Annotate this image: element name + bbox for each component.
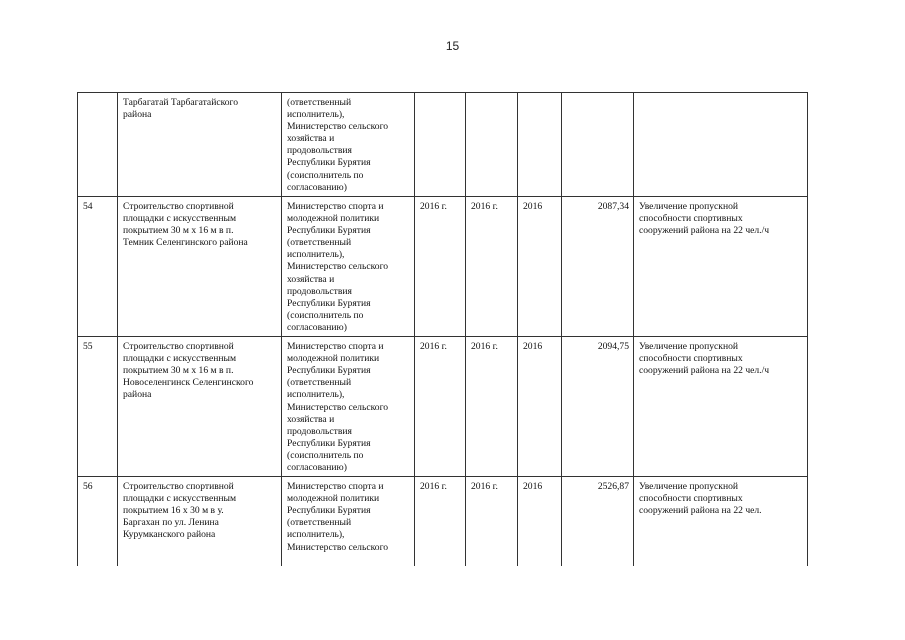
result-cell: Увеличение пропускной способности спортивных сооружений района на 22 чел. xyxy=(634,477,808,567)
year-cell: 2016 xyxy=(518,337,562,477)
event-name-cell: Строительство спортивной площадки с искусственным покрытием 30 м х 16 м в п. Темник Селенгинского района xyxy=(118,197,282,337)
year-cell xyxy=(518,93,562,197)
amount-cell: 2087,34 xyxy=(562,197,634,337)
result-cell: Увеличение пропускной способности спортивных сооружений района на 22 чел./ч xyxy=(634,337,808,477)
table-row xyxy=(78,477,808,567)
amount-cell: 2094,75 xyxy=(562,337,634,477)
row-number-cell: 56 xyxy=(78,477,118,567)
event-name-cell: Тарбагатай Тарбагатайского района xyxy=(118,93,282,197)
executor-cell: Министерство спорта и молодежной политики Республики Бурятия (ответственный исполнитель), Министерство сельского xyxy=(282,477,415,567)
year-cell: 2016 xyxy=(518,477,562,567)
end-date-cell xyxy=(466,93,518,197)
start-date-cell: 2016 г. xyxy=(415,337,466,477)
result-cell xyxy=(634,93,808,197)
start-date-cell xyxy=(415,93,466,197)
page-number: 15 xyxy=(445,39,460,53)
end-date-cell: 2016 г. xyxy=(466,197,518,337)
row-number-cell xyxy=(78,93,118,197)
executor-cell: (ответственный исполнитель), Министерство сельского хозяйства и продовольствия Республики Бурятия (соисполнитель по согласованию) xyxy=(282,93,415,197)
amount-cell xyxy=(562,93,634,197)
table-row xyxy=(78,197,808,337)
executor-cell: Министерство спорта и молодежной политики Республики Бурятия (ответственный исполнитель), Министерство сельского хозяйства и продовольствия Республики Бурятия (соисполнитель по согласованию) xyxy=(282,337,415,477)
end-date-cell: 2016 г. xyxy=(466,477,518,567)
program-table xyxy=(77,92,808,566)
result-cell: Увеличение пропускной способности спортивных сооружений района на 22 чел./ч xyxy=(634,197,808,337)
row-number-cell: 55 xyxy=(78,337,118,477)
start-date-cell: 2016 г. xyxy=(415,477,466,567)
event-name-cell: Строительство спортивной площадки с искусственным покрытием 30 м х 16 м в п. Новоселенгинск Селенгинского района xyxy=(118,337,282,477)
table-row xyxy=(78,93,808,197)
end-date-cell: 2016 г. xyxy=(466,337,518,477)
amount-cell: 2526,87 xyxy=(562,477,634,567)
table-row xyxy=(78,337,808,477)
start-date-cell: 2016 г. xyxy=(415,197,466,337)
event-name-cell: Строительство спортивной площадки с искусственным покрытием 16 х 30 м в у. Баргахан по ул. Ленина Курумканского района xyxy=(118,477,282,567)
row-number-cell: 54 xyxy=(78,197,118,337)
year-cell: 2016 xyxy=(518,197,562,337)
executor-cell: Министерство спорта и молодежной политики Республики Бурятия (ответственный исполнитель), Министерство сельского хозяйства и продовольствия Республики Бурятия (соисполнитель по согласованию) xyxy=(282,197,415,337)
